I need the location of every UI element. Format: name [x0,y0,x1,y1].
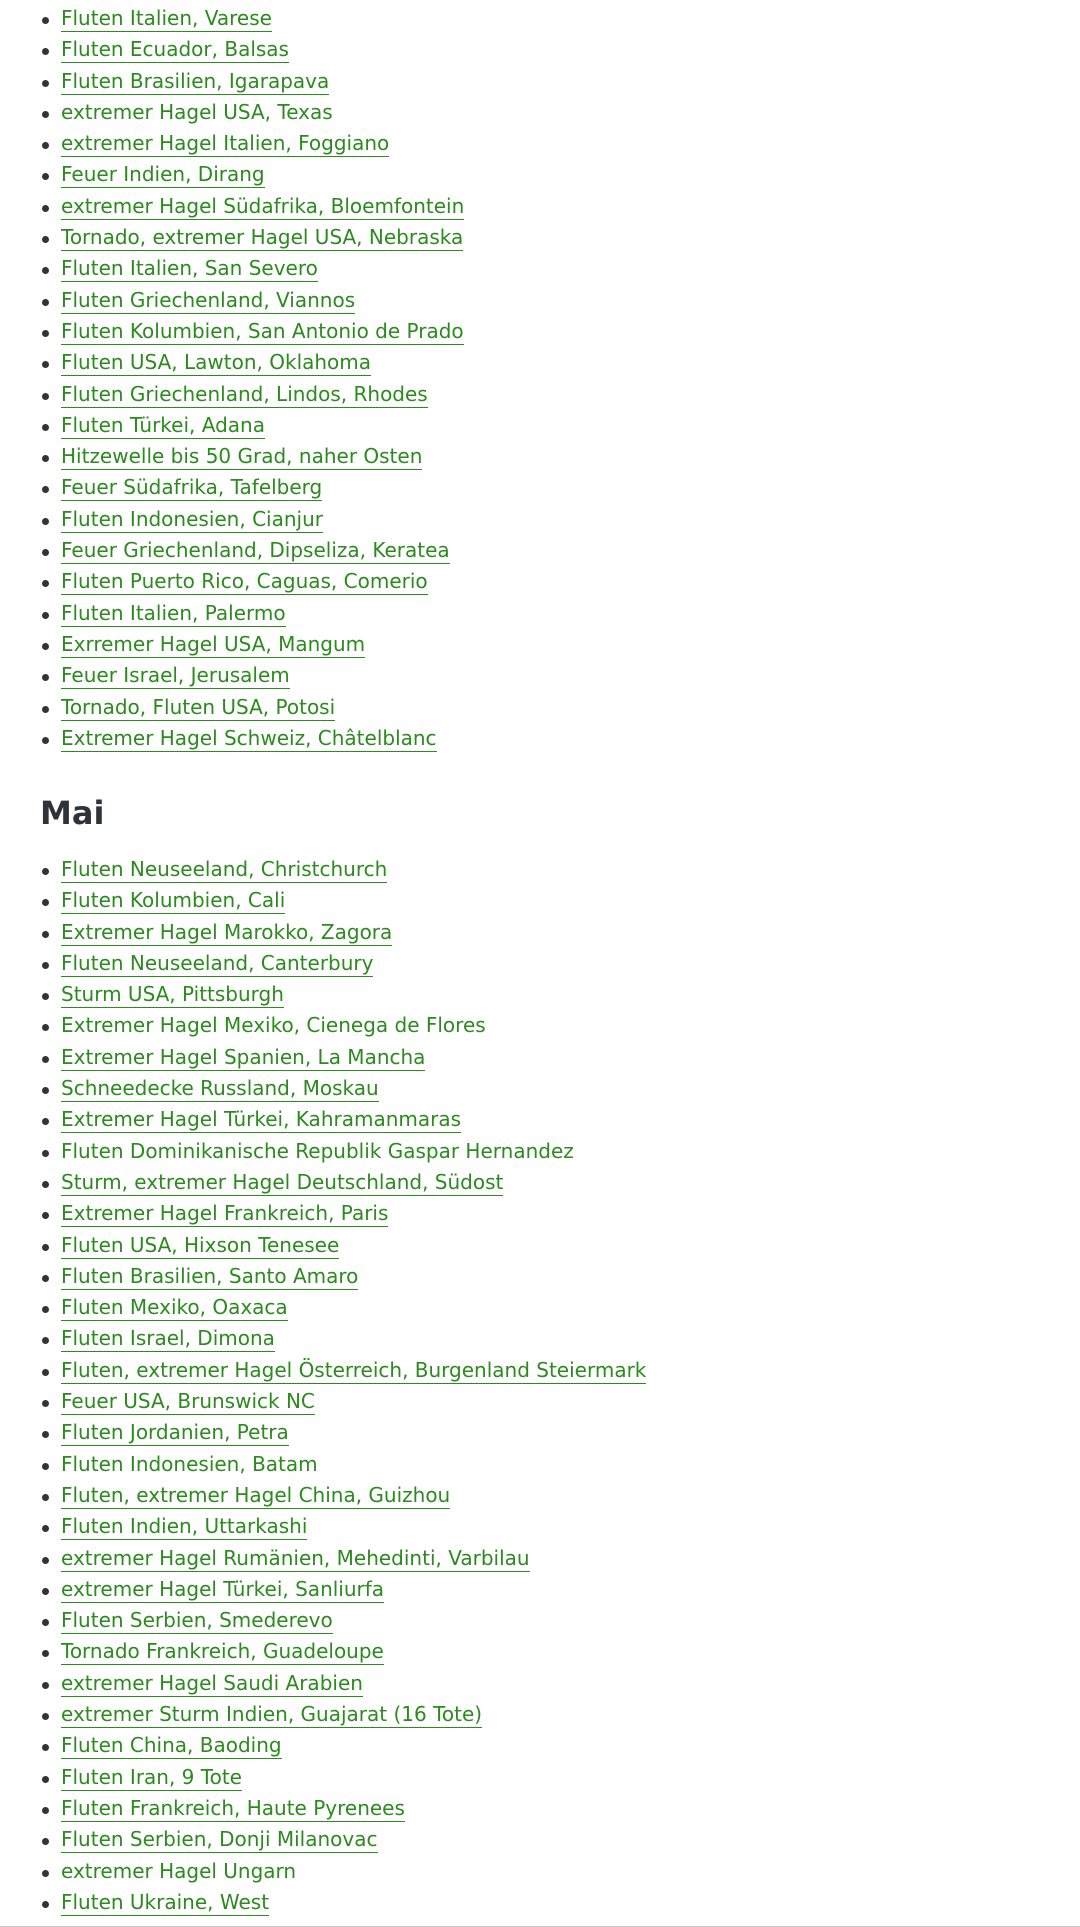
event-link[interactable]: extremer Hagel Türkei, Sanliurfa [61,1576,385,1601]
bullet-icon [42,48,49,55]
bullet-icon [42,111,49,118]
event-link[interactable]: Hitzewelle bis 50 Grad, naher Osten [61,444,423,469]
list-item[interactable] [40,347,464,378]
list-item[interactable] [40,1824,646,1855]
list-item[interactable] [40,1574,646,1605]
event-text: extremer Hagel Ungarn [61,1858,297,1883]
list-item[interactable] [40,660,464,691]
list-item[interactable] [40,379,464,410]
list-item [40,97,464,128]
event-link[interactable]: Fluten Israel, Dimona [61,1326,275,1351]
event-text: Fluten Indonesien, Batam [61,1451,318,1476]
bullet-icon [42,1118,49,1125]
event-text: Extremer Hagel Mexiko, Cienega de Flores [61,1013,486,1038]
event-link[interactable]: Feuer Israel, Jerusalem [61,663,290,688]
list-item[interactable] [40,535,464,566]
bullet-icon [42,899,49,906]
list-item[interactable] [40,1386,646,1417]
event-link[interactable]: Fluten Puerto Rico, Caguas, Comerio [61,569,428,594]
list-item[interactable] [40,472,464,503]
bullet-icon [42,1619,49,1626]
bullet-icon [42,1024,49,1031]
bullet-icon [42,1306,49,1313]
event-link[interactable]: extremer Hagel Italien, Foggiano [61,131,390,156]
event-link[interactable]: Extremer Hagel Türkei, Kahramanmaras [61,1107,462,1132]
event-link[interactable]: Feuer Indien, Dirang [61,162,265,187]
bullet-icon [42,931,49,938]
list-item[interactable] [40,1730,646,1761]
list-item[interactable] [40,1668,646,1699]
bullet-icon [42,1807,49,1814]
bullet-icon [42,1244,49,1251]
event-link[interactable]: Fluten Kolumbien, San Antonio de Prado [61,318,464,343]
list-item[interactable] [40,441,464,472]
list-item[interactable] [40,1198,646,1229]
event-link[interactable]: Fluten Italien, Palermo [61,600,286,625]
event-link[interactable]: Fluten Jordanien, Petra [61,1420,289,1445]
bullet-icon [42,299,49,306]
list-item[interactable] [40,66,464,97]
bullet-icon [42,737,49,744]
list-item[interactable] [40,410,464,441]
list-item[interactable] [40,34,464,65]
list-item [40,1449,646,1480]
list-item[interactable] [40,128,464,159]
list-item[interactable] [40,1323,646,1354]
bullet-icon [42,1494,49,1501]
event-link[interactable]: Fluten Griechenland, Viannos [61,287,356,312]
event-link[interactable]: Fluten Neuseeland, Christchurch [61,857,388,881]
event-link[interactable]: Fluten Iran, 9 Tote [61,1764,242,1789]
bullet-icon [42,1650,49,1657]
bullet-icon [42,1212,49,1219]
list-item[interactable] [40,598,464,629]
bullet-icon [42,549,49,556]
bullet-icon [42,674,49,681]
bullet-icon [42,1557,49,1564]
event-link[interactable]: Sturm, extremer Hagel Deutschland, Südost [61,1169,504,1194]
event-link[interactable]: Tornado Frankreich, Guadeloupe [61,1639,384,1664]
bullet-icon [42,330,49,337]
bullet-icon [42,1682,49,1689]
list-item[interactable] [40,1762,646,1793]
event-link[interactable]: Fluten Türkei, Adana [61,412,265,437]
bullet-icon [42,1870,49,1877]
bullet-icon [42,1525,49,1532]
list-item[interactable] [40,629,464,660]
bullet-icon [42,1744,49,1751]
event-link[interactable]: Fluten USA, Lawton, Oklahoma [61,350,372,375]
event-link[interactable]: Fluten Neuseeland, Canterbury [61,950,374,975]
bullet-icon [42,1056,49,1063]
bullet-icon [42,1463,49,1470]
bullet-icon [42,142,49,149]
bullet-icon [42,993,49,1000]
list-item[interactable] [40,1167,646,1198]
list-item[interactable] [40,566,464,597]
bullet-icon [42,173,49,180]
bullet-icon [42,643,49,650]
event-link[interactable]: Fluten, extremer Hagel Österreich, Burgenland Steiermark [61,1357,647,1382]
event-link[interactable]: Feuer USA, Brunswick NC [61,1389,315,1414]
list-item[interactable] [40,854,646,885]
bullet-icon [42,868,49,875]
list-item[interactable] [40,3,464,34]
event-link[interactable]: Fluten Mexiko, Oaxaca [61,1295,288,1320]
bullet-icon [42,1838,49,1845]
bullet-icon [42,236,49,243]
event-link[interactable]: extremer Hagel Südafrika, Bloemfontein [61,193,465,218]
event-link[interactable]: Extremer Hagel Spanien, La Mancha [61,1044,426,1069]
event-link[interactable]: Fluten Serbien, Smederevo [61,1608,333,1633]
bullet-icon [42,80,49,87]
bullet-icon [42,361,49,368]
event-link[interactable]: Schneedecke Russland, Moskau [61,1076,379,1101]
bullet-icon [42,1901,49,1908]
bullet-icon [42,1150,49,1157]
list-item[interactable] [40,1042,646,1073]
bullet-icon [42,706,49,713]
bullet-icon [42,1087,49,1094]
event-link[interactable]: Fluten Indien, Uttarkashi [61,1514,308,1539]
event-link[interactable]: Sturm USA, Pittsburgh [61,982,284,1007]
list-item[interactable] [40,979,646,1010]
list-item[interactable] [40,1605,646,1636]
list-item[interactable] [40,1543,646,1574]
event-link[interactable]: Fluten Kolumbien, Cali [61,888,286,913]
bullet-icon [42,1431,49,1438]
bullet-icon [42,518,49,525]
event-link[interactable]: Feuer Griechenland, Dipseliza, Keratea [61,538,450,563]
list-item[interactable] [40,1511,646,1542]
list-item[interactable] [40,917,646,948]
event-list-mai [40,854,646,1918]
list-item[interactable] [40,723,464,754]
list-item[interactable] [40,1480,646,1511]
event-link[interactable]: Fluten, extremer Hagel China, Guizhou [61,1482,451,1507]
list-item[interactable] [40,222,464,253]
list-item[interactable] [40,1887,646,1918]
event-link[interactable]: Fluten Griechenland, Lindos, Rhodes [61,381,428,406]
event-link[interactable]: extremer Hagel Saudi Arabien [61,1670,363,1695]
event-text: extremer Hagel USA, Texas [61,99,333,124]
event-text: Fluten Dominikanische Republik Gaspar Hernandez [61,1138,574,1163]
bullet-icon [42,455,49,462]
bullet-icon [42,267,49,274]
list-item[interactable] [40,1417,646,1448]
event-link[interactable]: Feuer Südafrika, Tafelberg [61,475,323,500]
event-link[interactable]: Fluten Ukraine, West [61,1889,270,1914]
list-item[interactable] [40,1261,646,1292]
list-item[interactable] [40,1636,646,1667]
event-link[interactable]: Extremer Hagel Frankreich, Paris [61,1201,389,1226]
event-link[interactable]: Fluten Brasilien, Santo Amaro [61,1263,359,1288]
event-link[interactable]: Exrremer Hagel USA, Mangum [61,631,366,656]
event-link[interactable]: Fluten Italien, San Severo [61,256,318,281]
event-link[interactable]: Fluten Italien, Varese [61,6,272,30]
list-item[interactable] [40,285,464,316]
list-item[interactable] [40,1073,646,1104]
event-link[interactable]: extremer Hagel Rumänien, Mehedinti, Varbilau [61,1545,530,1570]
event-link[interactable]: Fluten Brasilien, Igarapava [61,68,330,93]
bullet-icon [42,962,49,969]
event-list-april [40,3,464,754]
list-item[interactable] [40,1292,646,1323]
bullet-icon [42,1275,49,1282]
bullet-icon [42,205,49,212]
list-item[interactable] [40,1230,646,1261]
list-item[interactable] [40,1355,646,1386]
event-link[interactable]: Extremer Hagel Marokko, Zagora [61,919,393,944]
bullet-icon [42,580,49,587]
list-item[interactable] [40,253,464,284]
bullet-icon [42,1588,49,1595]
bullet-icon [42,1776,49,1783]
event-link[interactable]: Extremer Hagel Schweiz, Châtelblanc [61,725,437,750]
bullet-icon [42,1400,49,1407]
bullet-icon [42,393,49,400]
list-item [40,1856,646,1887]
event-link[interactable]: Fluten China, Baoding [61,1733,282,1758]
section-heading-mai: Mai [40,794,105,832]
list-item[interactable] [40,191,464,222]
list-item[interactable] [40,1104,646,1135]
list-item[interactable] [40,1793,646,1824]
list-item[interactable] [40,504,464,535]
list-item[interactable] [40,885,646,916]
event-link[interactable]: Fluten Indonesien, Cianjur [61,506,323,531]
list-item[interactable] [40,1699,646,1730]
bullet-icon [42,612,49,619]
list-item[interactable] [40,159,464,190]
list-item [40,1010,646,1041]
event-link[interactable]: Tornado, extremer Hagel USA, Nebraska [61,225,464,250]
bullet-icon [42,17,49,24]
event-link[interactable]: Tornado, Fluten USA, Potosi [61,694,336,719]
event-link[interactable]: extremer Sturm Indien, Guajarat (16 Tote) [61,1702,483,1727]
list-item[interactable] [40,316,464,347]
list-item[interactable] [40,692,464,723]
event-link[interactable]: Fluten USA, Hixson Tenesee [61,1232,340,1257]
list-item[interactable] [40,948,646,979]
event-link[interactable]: Fluten Frankreich, Haute Pyrenees [61,1795,405,1820]
list-item [40,1136,646,1167]
bullet-icon [42,1337,49,1344]
bullet-icon [42,486,49,493]
bullet-icon [42,1181,49,1188]
event-link[interactable]: Fluten Serbien, Donji Milanovac [61,1827,378,1852]
bullet-icon [42,1369,49,1376]
event-link[interactable]: Fluten Ecuador, Balsas [61,37,289,62]
bullet-icon [42,424,49,431]
bullet-icon [42,1713,49,1720]
